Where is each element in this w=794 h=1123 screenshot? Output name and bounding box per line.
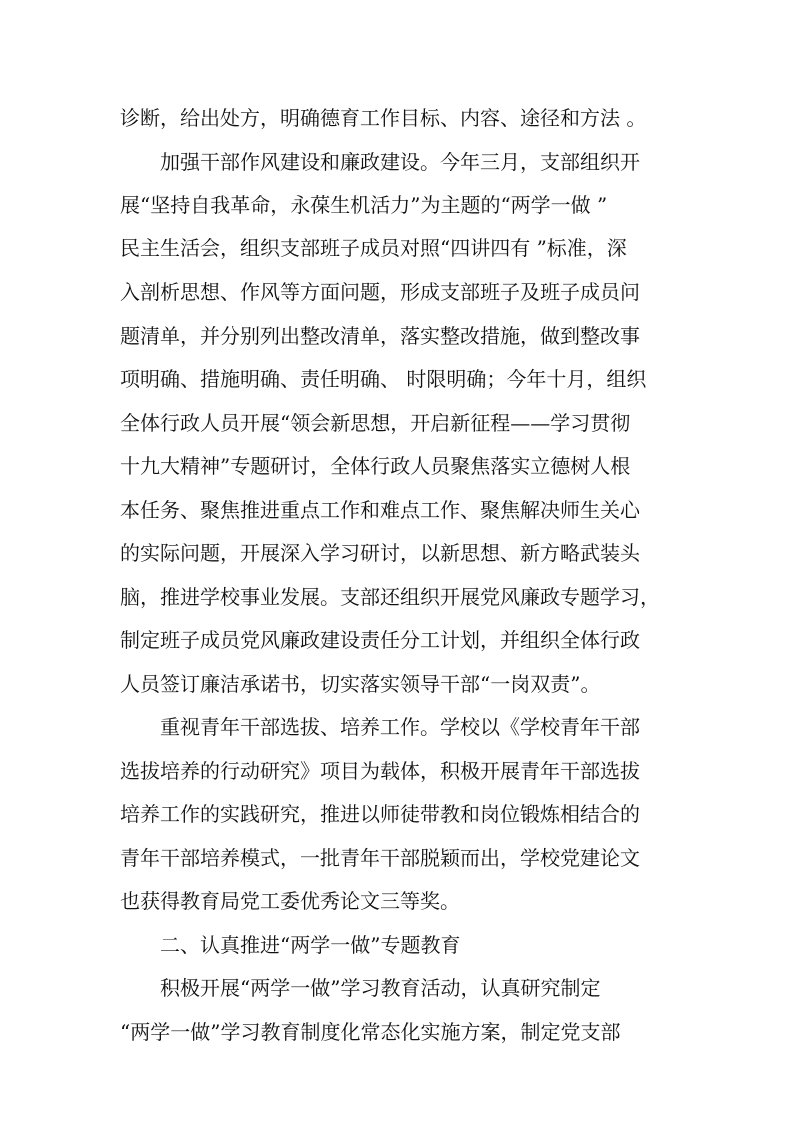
paragraph-line: “两学一做”学习教育制度化常态化实施方案，制定党支部 <box>120 1020 621 1044</box>
paragraph-line: 全体行政人员开展“领会新思想，开启新征程——学习贯彻 <box>120 411 631 435</box>
paragraph-line: 的实际问题，开展深入学习研讨，以新思想、新方略武装头 <box>120 541 640 565</box>
paragraph-line: 青年干部培养模式，一批青年干部脱颖而出，学校党建论文 <box>120 846 640 870</box>
paragraph-line: 本任务、聚焦推进重点工作和难点工作、聚焦解决师生关心 <box>120 498 640 522</box>
paragraph-line: 加强干部作风建设和廉政建设。今年三月，支部组织开 <box>160 150 640 174</box>
paragraph-line: 题清单，并分别列出整改清单，落实整改措施，做到整改事 <box>120 324 640 348</box>
paragraph-line: 诊断，给出处方，明确德育工作目标、内容、途径和方法 。 <box>120 106 647 130</box>
paragraph-line: 重视青年干部选拔、培养工作。学校以《学校青年干部 <box>160 715 640 739</box>
paragraph-line: 项明确、措施明确、责任明确、 时限明确；今年十月，组织 <box>120 367 647 391</box>
paragraph-line: 人员签订廉洁承诺书，切实落实领导干部“一岗双责”。 <box>120 672 601 696</box>
paragraph-line: 入剖析思想、作风等方面问题，形成支部班子及班子成员问 <box>120 280 640 304</box>
paragraph-line: 脑，推进学校事业发展。支部还组织开展党风廉政专题学习， <box>120 585 660 609</box>
paragraph-line: 十九大精神”专题研讨，全体行政人员聚焦落实立德树人根 <box>120 454 631 478</box>
paragraph-line: 培养工作的实践研究，推进以师徒带教和岗位锻炼相结合的 <box>120 802 640 826</box>
paragraph-line: 展“坚持自我革命，永葆生机活力”为主题的“两学一做 ” <box>120 193 608 217</box>
paragraph-line: 民主生活会，组织支部班子成员对照“四讲四有 ”标准，深 <box>120 236 627 260</box>
paragraph-line: 积极开展“两学一做”学习教育活动，认真研究制定 <box>160 976 601 1000</box>
paragraph-line: 也获得教育局党工委优秀论文三等奖。 <box>120 889 460 913</box>
section-heading: 二、认真推进“两学一做”专题教育 <box>160 933 461 957</box>
paragraph-line: 选拔培养的行动研究》项目为载体，积极开展青年干部选拔 <box>120 759 640 783</box>
paragraph-line: 制定班子成员党风廉政建设责任分工计划，并组织全体行政 <box>120 628 640 652</box>
